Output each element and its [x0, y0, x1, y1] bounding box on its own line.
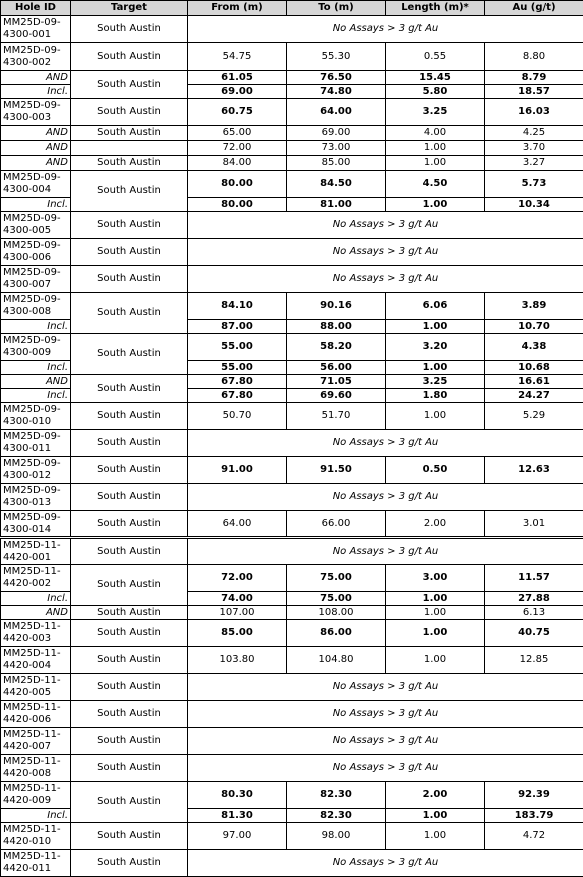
from-cell: 80.30: [188, 782, 287, 809]
interval-label-cell: Incl.: [1, 592, 71, 606]
no-assays-note: No Assays > 3 g/t Au: [188, 538, 583, 565]
table-row: [1, 484, 583, 511]
hole-id-cell: MM25D-09-4300-006: [1, 239, 71, 266]
from-cell: 72.00: [188, 565, 287, 592]
target-cell: South Austin: [71, 212, 188, 239]
to-cell: 98.00: [287, 823, 386, 850]
to-cell: 69.00: [287, 126, 386, 141]
length-cell: 3.20: [386, 334, 485, 361]
target-cell: South Austin: [71, 293, 188, 334]
interval-label-cell: Incl.: [1, 320, 71, 334]
to-cell: 86.00: [287, 620, 386, 647]
interval-label-cell: AND: [1, 71, 71, 85]
to-cell: 55.30: [287, 43, 386, 71]
from-cell: 80.00: [188, 171, 287, 198]
hole-id-cell: MM25D-11-4420-011: [1, 850, 71, 877]
au-cell: 4.38: [485, 334, 583, 361]
au-cell: 40.75: [485, 620, 583, 647]
to-cell: 88.00: [287, 320, 386, 334]
au-cell: 12.85: [485, 647, 583, 674]
target-cell: South Austin: [71, 538, 188, 565]
au-cell: 8.80: [485, 43, 583, 71]
to-cell: 69.60: [287, 389, 386, 403]
target-cell: [71, 141, 188, 156]
from-cell: 64.00: [188, 511, 287, 538]
to-cell: 82.30: [287, 809, 386, 823]
to-cell: 58.20: [287, 334, 386, 361]
length-cell: 1.00: [386, 809, 485, 823]
to-cell: 66.00: [287, 511, 386, 538]
hole-id-cell: MM25D-09-4300-004: [1, 171, 71, 198]
no-assays-note: No Assays > 3 g/t Au: [188, 728, 583, 755]
to-cell: 64.00: [287, 99, 386, 126]
header-row: [1, 1, 583, 16]
to-cell: 73.00: [287, 141, 386, 156]
hole-id-cell: MM25D-09-4300-003: [1, 99, 71, 126]
length-cell: 4.50: [386, 171, 485, 198]
from-cell: 81.30: [188, 809, 287, 823]
to-cell: 81.00: [287, 198, 386, 212]
header-length: Length (m)*: [386, 1, 485, 16]
no-assays-note: No Assays > 3 g/t Au: [188, 239, 583, 266]
from-cell: 97.00: [188, 823, 287, 850]
length-cell: 4.00: [386, 126, 485, 141]
hole-id-cell: MM25D-09-4300-008: [1, 293, 71, 320]
from-cell: 50.70: [188, 403, 287, 430]
table-row: [1, 212, 583, 239]
to-cell: 74.80: [287, 85, 386, 99]
target-cell: South Austin: [71, 755, 188, 782]
length-cell: 0.50: [386, 457, 485, 484]
length-cell: 1.00: [386, 198, 485, 212]
from-cell: 60.75: [188, 99, 287, 126]
from-cell: 67.80: [188, 375, 287, 389]
length-cell: 1.00: [386, 592, 485, 606]
no-assays-note: No Assays > 3 g/t Au: [188, 674, 583, 701]
table-row: [1, 239, 583, 266]
hole-id-cell: MM25D-09-4300-001: [1, 16, 71, 43]
table-row: [1, 156, 583, 171]
hole-id-cell: MM25D-09-4300-009: [1, 334, 71, 361]
au-cell: 16.61: [485, 375, 583, 389]
from-cell: 84.00: [188, 156, 287, 171]
interval-label-cell: Incl.: [1, 85, 71, 99]
table-row: [1, 823, 583, 850]
to-cell: 85.00: [287, 156, 386, 171]
length-cell: 3.25: [386, 99, 485, 126]
no-assays-note: No Assays > 3 g/t Au: [188, 484, 583, 511]
from-cell: 61.05: [188, 71, 287, 85]
target-cell: South Austin: [71, 457, 188, 484]
target-cell: South Austin: [71, 156, 188, 171]
from-cell: 69.00: [188, 85, 287, 99]
au-cell: 3.70: [485, 141, 583, 156]
target-cell: South Austin: [71, 823, 188, 850]
hole-id-cell: MM25D-11-4420-006: [1, 701, 71, 728]
au-cell: 5.29: [485, 403, 583, 430]
table-row: [1, 606, 583, 620]
length-cell: 2.00: [386, 511, 485, 538]
target-cell: South Austin: [71, 239, 188, 266]
from-cell: 91.00: [188, 457, 287, 484]
length-cell: 1.00: [386, 647, 485, 674]
au-cell: 10.70: [485, 320, 583, 334]
length-cell: 1.00: [386, 403, 485, 430]
table-row: [1, 728, 583, 755]
hole-id-cell: MM25D-11-4420-005: [1, 674, 71, 701]
target-cell: South Austin: [71, 484, 188, 511]
table-row: [1, 430, 583, 457]
au-cell: 10.68: [485, 361, 583, 375]
target-cell: South Austin: [71, 403, 188, 430]
length-cell: 1.00: [386, 620, 485, 647]
hole-id-cell: MM25D-09-4300-002: [1, 43, 71, 71]
to-cell: 75.00: [287, 565, 386, 592]
length-cell: 0.55: [386, 43, 485, 71]
target-cell: South Austin: [71, 647, 188, 674]
to-cell: 82.30: [287, 782, 386, 809]
to-cell: 56.00: [287, 361, 386, 375]
length-cell: 2.00: [386, 782, 485, 809]
table-row: [1, 334, 583, 361]
au-cell: 18.57: [485, 85, 583, 99]
au-cell: 11.57: [485, 565, 583, 592]
from-cell: 72.00: [188, 141, 287, 156]
table-row: [1, 782, 583, 809]
au-cell: 10.34: [485, 198, 583, 212]
interval-label-cell: AND: [1, 375, 71, 389]
length-cell: 1.00: [386, 823, 485, 850]
length-cell: 6.06: [386, 293, 485, 320]
to-cell: 90.16: [287, 293, 386, 320]
from-cell: 74.00: [188, 592, 287, 606]
length-cell: 15.45: [386, 71, 485, 85]
au-cell: 4.72: [485, 823, 583, 850]
table-row: [1, 99, 583, 126]
length-cell: 1.00: [386, 320, 485, 334]
no-assays-note: No Assays > 3 g/t Au: [188, 430, 583, 457]
from-cell: 87.00: [188, 320, 287, 334]
table-row: [1, 293, 583, 320]
target-cell: South Austin: [71, 99, 188, 126]
table-row: [1, 620, 583, 647]
header-hole-id: Hole ID: [1, 1, 71, 16]
length-cell: 3.25: [386, 375, 485, 389]
au-cell: 24.27: [485, 389, 583, 403]
length-cell: 1.80: [386, 389, 485, 403]
to-cell: 76.50: [287, 71, 386, 85]
to-cell: 84.50: [287, 171, 386, 198]
hole-id-cell: MM25D-11-4420-004: [1, 647, 71, 674]
target-cell: South Austin: [71, 674, 188, 701]
au-cell: 92.39: [485, 782, 583, 809]
from-cell: 103.80: [188, 647, 287, 674]
target-cell: South Austin: [71, 16, 188, 43]
target-cell: South Austin: [71, 565, 188, 606]
length-cell: 5.80: [386, 85, 485, 99]
au-cell: 16.03: [485, 99, 583, 126]
from-cell: 67.80: [188, 389, 287, 403]
hole-id-cell: MM25D-11-4420-010: [1, 823, 71, 850]
no-assays-note: No Assays > 3 g/t Au: [188, 16, 583, 43]
length-cell: 1.00: [386, 156, 485, 171]
hole-id-cell: MM25D-09-4300-005: [1, 212, 71, 239]
from-cell: 54.75: [188, 43, 287, 71]
header-au: Au (g/t): [485, 1, 583, 16]
au-cell: 6.13: [485, 606, 583, 620]
from-cell: 107.00: [188, 606, 287, 620]
from-cell: 85.00: [188, 620, 287, 647]
target-cell: South Austin: [71, 728, 188, 755]
table-row: [1, 674, 583, 701]
from-cell: 65.00: [188, 126, 287, 141]
length-cell: 3.00: [386, 565, 485, 592]
table-row: [1, 126, 583, 141]
to-cell: 108.00: [287, 606, 386, 620]
interval-label-cell: Incl.: [1, 198, 71, 212]
to-cell: 51.70: [287, 403, 386, 430]
au-cell: 27.88: [485, 592, 583, 606]
hole-id-cell: MM25D-09-4300-007: [1, 266, 71, 293]
hole-id-cell: MM25D-11-4420-007: [1, 728, 71, 755]
target-cell: South Austin: [71, 171, 188, 212]
table-row: [1, 538, 583, 565]
table-row: [1, 457, 583, 484]
target-cell: South Austin: [71, 334, 188, 375]
table-row: [1, 647, 583, 674]
table-row: [1, 171, 583, 198]
table-row: [1, 16, 583, 43]
hole-id-cell: MM25D-11-4420-001: [1, 538, 71, 565]
target-cell: South Austin: [71, 701, 188, 728]
target-cell: South Austin: [71, 511, 188, 538]
from-cell: 55.00: [188, 334, 287, 361]
to-cell: 91.50: [287, 457, 386, 484]
au-cell: 12.63: [485, 457, 583, 484]
target-cell: South Austin: [71, 375, 188, 403]
au-cell: 5.73: [485, 171, 583, 198]
target-cell: South Austin: [71, 430, 188, 457]
interval-label-cell: Incl.: [1, 389, 71, 403]
interval-label-cell: AND: [1, 141, 71, 156]
interval-label-cell: AND: [1, 126, 71, 141]
table-row: [1, 141, 583, 156]
hole-id-cell: MM25D-11-4420-009: [1, 782, 71, 809]
table-row: [1, 403, 583, 430]
hole-id-cell: MM25D-11-4420-002: [1, 565, 71, 592]
no-assays-note: No Assays > 3 g/t Au: [188, 850, 583, 877]
target-cell: South Austin: [71, 850, 188, 877]
target-cell: South Austin: [71, 782, 188, 823]
hole-id-cell: MM25D-09-4300-012: [1, 457, 71, 484]
header-from: From (m): [188, 1, 287, 16]
to-cell: 104.80: [287, 647, 386, 674]
no-assays-note: No Assays > 3 g/t Au: [188, 755, 583, 782]
au-cell: 183.79: [485, 809, 583, 823]
length-cell: 1.00: [386, 361, 485, 375]
hole-id-cell: MM25D-09-4300-014: [1, 511, 71, 538]
no-assays-note: No Assays > 3 g/t Au: [188, 266, 583, 293]
interval-label-cell: Incl.: [1, 361, 71, 375]
hole-id-cell: MM25D-09-4300-010: [1, 403, 71, 430]
table-row: [1, 43, 583, 71]
target-cell: South Austin: [71, 43, 188, 71]
to-cell: 71.05: [287, 375, 386, 389]
header-target: Target: [71, 1, 188, 16]
header-to: To (m): [287, 1, 386, 16]
no-assays-note: No Assays > 3 g/t Au: [188, 701, 583, 728]
interval-label-cell: Incl.: [1, 809, 71, 823]
table-row: [1, 511, 583, 538]
target-cell: South Austin: [71, 71, 188, 99]
au-cell: 8.79: [485, 71, 583, 85]
length-cell: 1.00: [386, 141, 485, 156]
from-cell: 80.00: [188, 198, 287, 212]
table-row: [1, 755, 583, 782]
interval-label-cell: AND: [1, 156, 71, 171]
au-cell: 4.25: [485, 126, 583, 141]
target-cell: South Austin: [71, 606, 188, 620]
target-cell: South Austin: [71, 266, 188, 293]
table-row: [1, 701, 583, 728]
au-cell: 3.01: [485, 511, 583, 538]
hole-id-cell: MM25D-09-4300-011: [1, 430, 71, 457]
au-cell: 3.27: [485, 156, 583, 171]
table-row: [1, 850, 583, 877]
hole-id-cell: MM25D-11-4420-003: [1, 620, 71, 647]
table-row: [1, 375, 583, 389]
table-body: [1, 16, 583, 877]
table-row: [1, 266, 583, 293]
hole-id-cell: MM25D-11-4420-008: [1, 755, 71, 782]
table-row: [1, 565, 583, 592]
target-cell: South Austin: [71, 620, 188, 647]
length-cell: 1.00: [386, 606, 485, 620]
table-row: [1, 71, 583, 85]
to-cell: 75.00: [287, 592, 386, 606]
hole-id-cell: MM25D-09-4300-013: [1, 484, 71, 511]
au-cell: 3.89: [485, 293, 583, 320]
interval-label-cell: AND: [1, 606, 71, 620]
target-cell: South Austin: [71, 126, 188, 141]
from-cell: 84.10: [188, 293, 287, 320]
from-cell: 55.00: [188, 361, 287, 375]
no-assays-note: No Assays > 3 g/t Au: [188, 212, 583, 239]
